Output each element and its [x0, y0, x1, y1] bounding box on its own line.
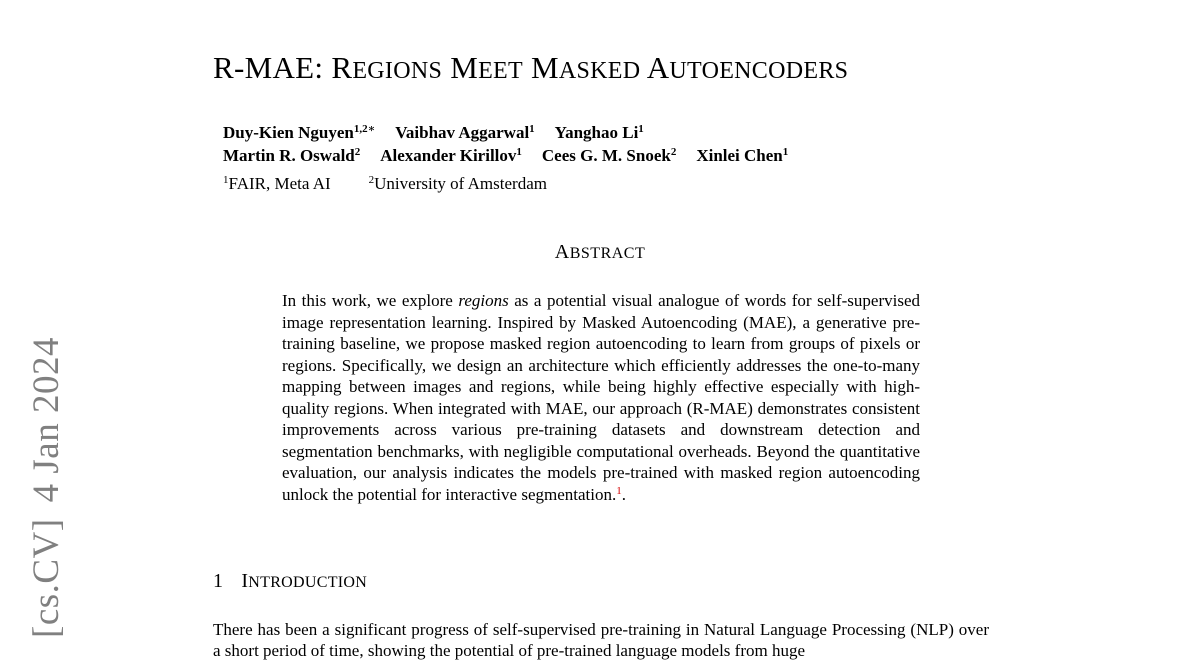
paper-title: [213, 50, 848, 86]
section-number: 1: [213, 570, 224, 592]
affiliations: [223, 174, 585, 194]
author-row-1: [223, 121, 808, 144]
abstract-emphasis: regions: [458, 291, 509, 310]
abstract-heading: ABSTRACT: [554, 241, 646, 263]
title-part: MASKED: [522, 50, 641, 85]
title-part: R-MAE:: [213, 50, 324, 85]
affiliation: $^2$University of Amsterdam: [368, 174, 547, 193]
arxiv-stamp: [28, 337, 65, 638]
author: Cees G. M. Snoek$^2$: [541, 146, 677, 165]
title-part: REGIONS: [323, 50, 443, 85]
author: Xinlei Chen$^1$: [696, 146, 789, 165]
arxiv-category: [cs.CV]: [26, 518, 67, 638]
footnote-link[interactable]: 1: [616, 484, 622, 497]
author: Yanghao Li$^1$: [554, 123, 644, 142]
arxiv-date: 4 Jan 2024: [26, 337, 67, 503]
author: Duy-Kien Nguyen$^{1,2∗}$: [223, 123, 376, 142]
title-part: AUTOENCODERS: [640, 50, 849, 85]
author-row-2: [223, 144, 808, 167]
author: Vaibhav Aggarwal$^1$: [395, 123, 535, 142]
title-part: MEET: [442, 50, 523, 85]
author: Alexander Kirillov$^1$: [380, 146, 522, 165]
affiliation: $^1$FAIR, Meta AI: [223, 174, 331, 193]
introduction-text: There has been a significant progress of self-supervised pre-training in Natural Language Processing (NLP) over a short period of time, showing the potential of pre-trained language models from huge: [213, 620, 989, 660]
author: Martin R. Oswald$^2$: [223, 146, 361, 165]
section-heading-introduction: 1 INTRODUCTION: [213, 570, 368, 592]
abstract-text: In this work, we explore regions as a potential visual analogue of words for self-supervised image representation learning. Inspired by Masked Autoencoding (MAE), a generative pre-training baseline, we propose masked region autoencoding to learn from groups of pixels or regions. Specifically, we design an architecture which efficiently addresses the one-to-many mapping between images and regions, while being highly effective especially with high-quality regions. When integrated with MAE, our approach (R-MAE) demonstrates consistent improvements across various pre-training datasets and downstream detection and segmentation benchmarks, with negligible computational overheads. Beyond the quantitative evaluation, our analysis indicates the models pre-trained with masked region autoencoding unlock the potential for interactive segmentation.$^1$.: [282, 291, 921, 504]
author-list: [223, 121, 808, 167]
